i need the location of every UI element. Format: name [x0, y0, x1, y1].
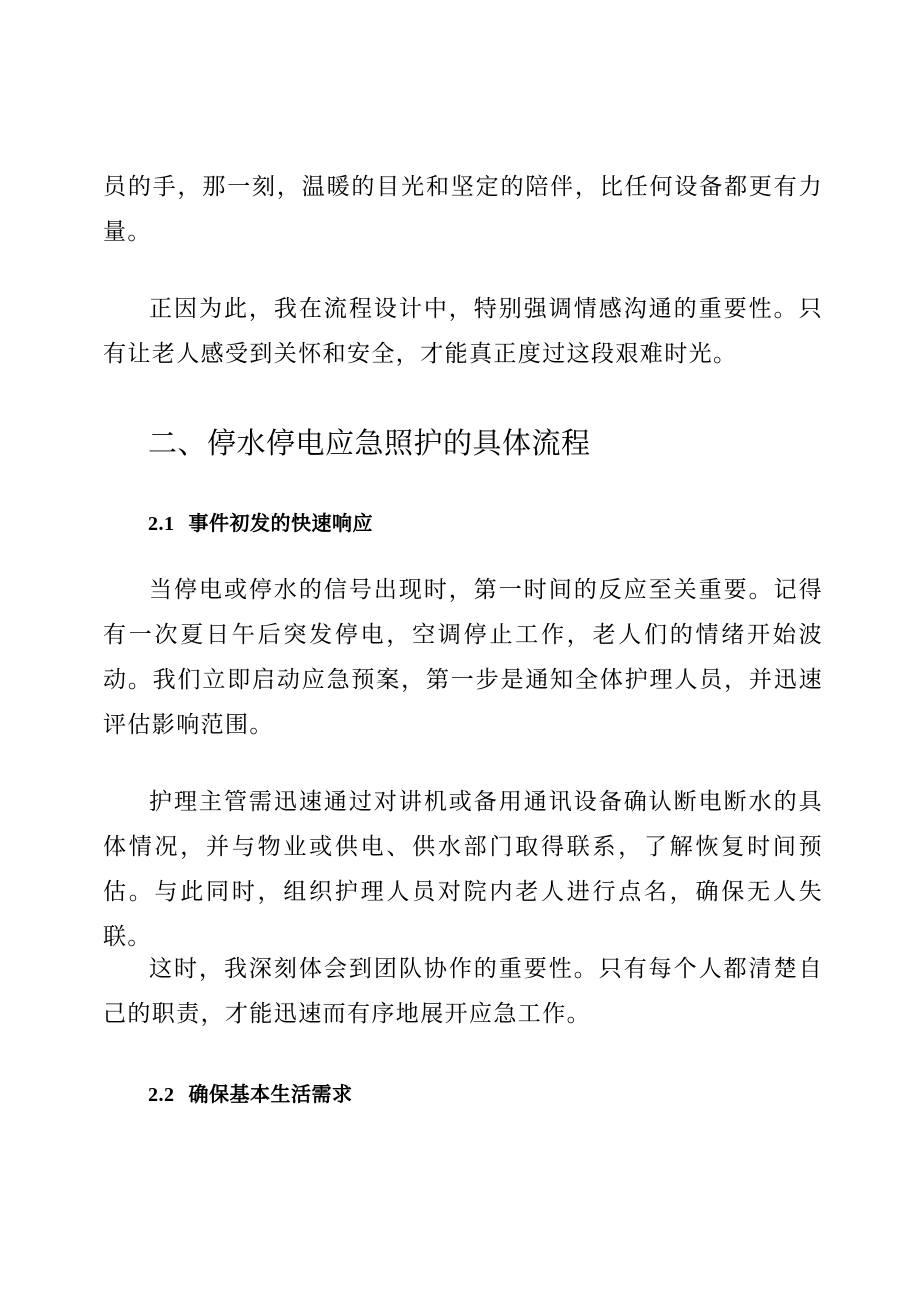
subheading-2-2-number: 2.2 [148, 1084, 175, 1106]
paragraph-initial-response: 当停电或停水的信号出现时，第一时间的反应至关重要。记得有一次夏日午后突发停电，空调停止工作，老人们的情绪开始波动。我们立即启动应急预案，第一步是通知全体护理人员，并迅速评估影响范围。 [103, 577, 823, 738]
section-heading-emergency-care-process: 二、停水停电应急照护的具体流程 [148, 426, 591, 460]
paragraph-emotional-communication: 正因为此，我在流程设计中，特别强调情感沟通的重要性。只有让老人感受到关怀和安全，才能真正度过这段艰难时光。 [103, 296, 823, 367]
subheading-2-2 [148, 1079, 353, 1110]
paragraph-supervisor-actions: 护理主管需迅速通过对讲机或备用通讯设备确认断电断水的具体情况，并与物业或供电、供水部门取得联系，了解恢复时间预估。与此同时，组织护理人员对院内老人进行点名，确保无人失联。 [103, 789, 823, 950]
subheading-2-1 [148, 508, 373, 539]
paragraph-continued: 员的手，那一刻，温暖的目光和坚定的陪伴，比任何设备都更有力量。 [103, 174, 823, 245]
subheading-2-1-title: 事件初发的快速响应 [188, 511, 373, 535]
subheading-2-2-title: 确保基本生活需求 [188, 1082, 353, 1106]
subheading-2-1-number: 2.1 [148, 513, 175, 535]
paragraph-teamwork: 这时，我深刻体会到团队协作的重要性。只有每个人都清楚自己的职责，才能迅速而有序地展开应急工作。 [103, 956, 823, 1027]
